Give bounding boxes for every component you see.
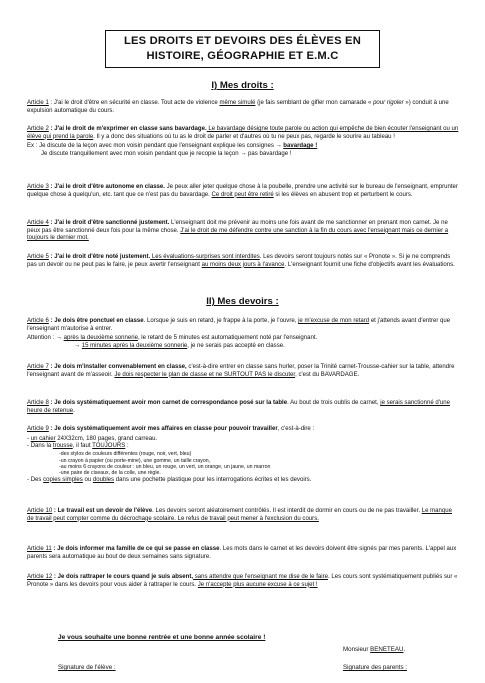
article-1: Article 1 : J'ai le droit d'être en sécurité en classe. Tout acte de violence même simulé (je fais semblant de gifler mon camarade « pour rigoler ») conduit à une expulsion automatique du cours. — [27, 100, 449, 114]
article-4: Article 4 : J'ai le droit d'être sanctionné justement. L'enseignant doit me prévenir au moins une fois avant de me sanctionner en prenant mon carnet. Je ne peux pas être sanctionné deux fois pour la même chose. J'ai le droit de me défendre contre une sanction à la fin du cours avec l'enseignant mais ce dernier a toujours le dernier mot. — [27, 220, 449, 242]
teacher-signature: Monsieur BENETEAU. — [343, 646, 406, 653]
supply-line-2: -un crayon à papier (ou porte-mine), une gomme, un taille crayon, — [59, 457, 211, 464]
supply-line-1: -des stylos de couleurs différentes (rouge, noir, vert, bleu) — [59, 451, 192, 458]
title-line-2: HISTOIRE, GÉOGRAPHIE ET E.M.C — [146, 50, 339, 62]
title-line-1: LES DROITS ET DEVOIRS DES ÉLÈVES EN — [123, 35, 361, 47]
article-5: Article 5 : J'ai le droit d'être noté justement. Les évaluations-surprises sont interdites. Les devoirs seront toujours notés sur « Pronote ». Si je ne comprends pas un devoir ou ne peut pas le faire, je peux avertir l'enseignant au moins deux jours à l'avance. L'enseignant fournit une fiche d'objectifs avant les évaluations. — [27, 254, 455, 268]
section-heading-rights: I) Mes droits : — [211, 80, 274, 91]
article-2: Article 2 : J'ai le droit de m'exprimer en classe sans bavardage. Le bavardage désigne toute parole ou action qui empêche de bien écouter l'enseignant ou un élève qui prend la parole. Il y a donc des situations où tu as le droit de parler et d'autres où tu ne peux pas, regarde le sourire au tableau ! Ex : Je discute de la leçon avec mon voisin pendant que l'enseignant explique les consignes → bavardage ! Je discute tranquillement avec mon voisin pendant que je recopie la leçon → pas bavardage ! — [27, 126, 459, 158]
article-6: Article 6 : Je dois être ponctuel en classe. Lorsque je suis en retard, je frappe à la porte, je l'ouvre, je m'excuse de mon retard et j'attends avant d'entrer que l'enseignant m'autorise à entrer. Attention : → après la deuxième sonnerie, le retard de 5 minutes est automatiquement noté par l'enseignant. → 15 minutes après la deuxième sonnerie, je ne serais pas accepté en classe. — [27, 318, 451, 350]
section-heading-duties: II) Mes devoirs : — [206, 296, 279, 307]
article-12: Article 12 : Je dois rattraper le cours quand je suis absent, sans attendre que l'enseignant me dise de le faire. Les cours sont systématiquement publiés sur « Pronote » dans les devoirs pour vous aider à rattraper le cours. Je n'accepte plus aucune excuse à ce sujet ! — [27, 574, 458, 588]
article-7: Article 7 : Je dois m'installer convenablement en classe, c'est-à-dire entrer en classe sans hurler, poser la Trinité carnet-Trousse-cahier sur la table, attendre l'enseignant avant de m'asseoir. Je dois respecter le plan de classe et ne SURTOUT PAS le discuter, c'est du BAVARDAGE. — [27, 364, 455, 378]
article-8: Article 8 : Je dois systématiquement avoir mon carnet de correspondance posé sur la table. Au bout de trois oublis de carnet, je serais sanctionné d'une heure de retenue. — [27, 400, 450, 414]
article-9: Article 9 : Je dois systématiquement avoir mes affaires en classe pour pouvoir travailler, c'est-à-dire : - un cahier 24X32cm, 180 pages, grand carreau. - Dans la trousse, il faut TOUJOURS : -des stylos de couleurs différentes (rouge, noir, vert, bleu) -un crayon à papier (ou porte-mine), une gomme, un taille crayon, -au moins 6 crayons de couleur : un bleu, un rouge, un vert, un orange, un jaune, un marron -une paire de ciseaux, de la colle, une règle. - Des copies simples ou doubles dans une pochette plastique pour les interrogations écrites et les devoirs. — [27, 426, 460, 484]
supply-line-3: -au moins 6 crayons de couleur : un bleu, un rouge, un vert, un orange, un jaune, un marron — [59, 463, 271, 470]
article-10: Article 10 : Le travail est un devoir de l'élève. Les devoirs seront aléatoirement contrôlés. Il est interdit de dormir en cours ou de ne pas travailler. Le manque de travail peut compter comme du décrochage scolaire. Le refus de travail peut mener à l'exclusion du cours. — [27, 508, 452, 522]
article-11: Article 11 : Je dois informer ma famille de ce qui se passe en classe. Les mots dans le carnet et les devoirs doivent être signés par mes parents. L'appel aux parents sera automatique au bout de deux semaines sans signature. — [27, 546, 457, 560]
parents-signature-label: Signature des parents : — [343, 664, 407, 671]
article-3: Article 3 : J'ai le droit d'être autonome en classe. Je peux aller jeter quelque chose à la poubelle, prendre une activité sur le bureau de l'enseignant, emprunter quelque chose à quelqu'un, etc. tant que ce n'est pas du bavardage. Ce droit peut être retiré si les élèves en abusent trop et perturbent le cours. — [27, 184, 458, 198]
title-box — [105, 30, 380, 68]
supply-line-4: -une paire de ciseaux, de la colle, une règle. — [59, 470, 161, 477]
student-signature-label: Signature de l'élève : — [58, 664, 116, 671]
closing-wish: Je vous souhaite une bonne rentrée et une bonne année scolaire ! — [58, 634, 266, 641]
